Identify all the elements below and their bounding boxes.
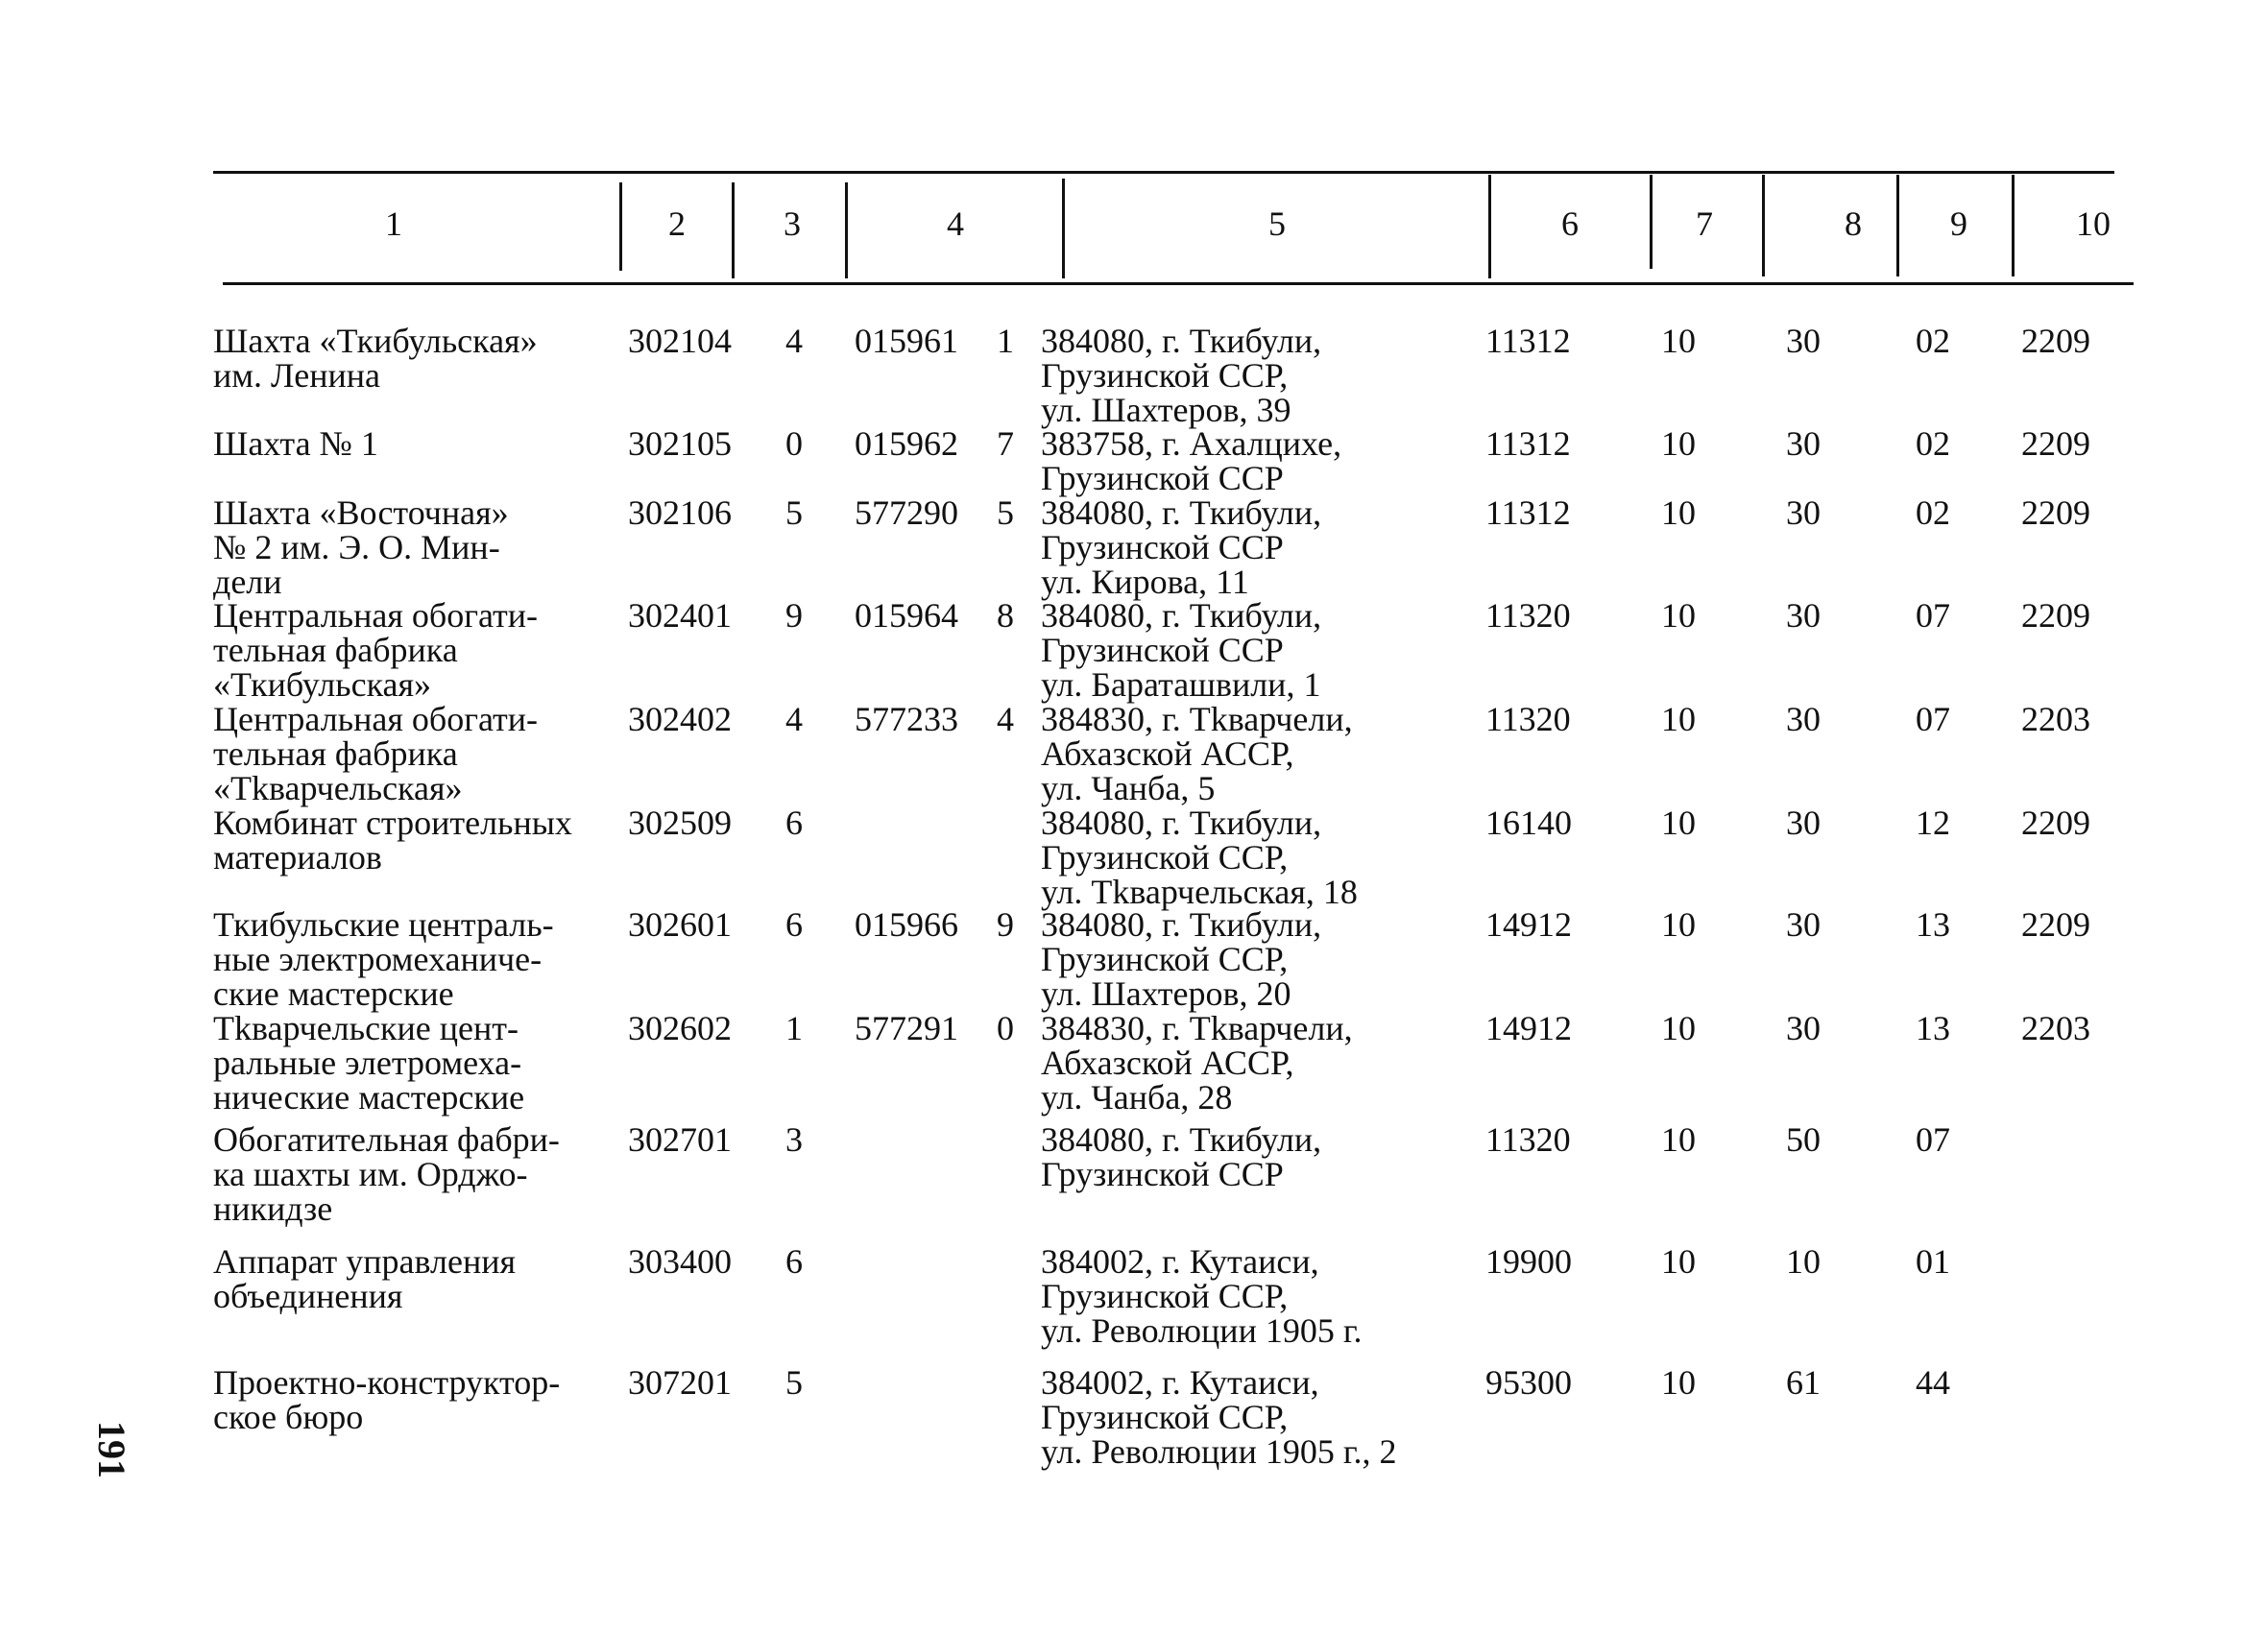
table-row — [0, 424, 2268, 497]
org-name: Шахта «Ткибульская» им. Ленина — [213, 322, 538, 395]
value-col7: 10 — [1661, 493, 1696, 532]
value-col9: 07 — [1916, 596, 1950, 635]
okpo-code: 577291 — [855, 1009, 958, 1047]
table-row — [0, 493, 2268, 601]
value-col6: 11312 — [1485, 493, 1571, 532]
org-name: Обогатительная фабри- ка шахты им. Орджо- никидзе — [213, 1120, 560, 1228]
org-code: 302105 — [628, 424, 732, 463]
value-col6: 11320 — [1485, 1120, 1571, 1159]
okpo-check: 7 — [997, 424, 1014, 463]
okpo-check: 9 — [997, 905, 1014, 944]
org-code: 302104 — [628, 322, 732, 360]
check-digit: 5 — [785, 493, 803, 532]
column-header-4: 4 — [947, 204, 964, 243]
value-col10: 2209 — [2021, 905, 2090, 944]
check-digit: 6 — [785, 804, 803, 842]
org-name: Ткибульские централь- ные электромеханиче- ские мастерские — [213, 905, 554, 1013]
value-col9: 01 — [1916, 1242, 1950, 1281]
address: 384080, г. Ткибули, Грузинской ССР ул. Бараташвили, 1 — [1041, 596, 1322, 704]
value-col8: 50 — [1786, 1120, 1821, 1159]
table-row — [0, 1009, 2268, 1117]
header-separator — [845, 182, 848, 278]
value-col8: 30 — [1786, 322, 1821, 360]
okpo-check: 8 — [997, 596, 1014, 635]
check-digit: 0 — [785, 424, 803, 463]
header-separator — [619, 182, 622, 271]
value-col10: 2209 — [2021, 322, 2090, 360]
okpo-code: 015961 — [855, 322, 958, 360]
value-col8: 30 — [1786, 493, 1821, 532]
org-code: 302701 — [628, 1120, 732, 1159]
value-col8: 30 — [1786, 905, 1821, 944]
check-digit: 4 — [785, 322, 803, 360]
header-separator — [1896, 175, 1899, 276]
column-header-8: 8 — [1845, 204, 1862, 243]
column-header-7: 7 — [1696, 204, 1713, 243]
check-digit: 6 — [785, 905, 803, 944]
value-col7: 10 — [1661, 596, 1696, 635]
value-col9: 07 — [1916, 700, 1950, 738]
header-separator — [1488, 175, 1491, 278]
check-digit: 6 — [785, 1242, 803, 1281]
table-row — [0, 596, 2268, 704]
value-col6: 11312 — [1485, 424, 1571, 463]
address: 384080, г. Ткибули, Грузинской ССР, ул. Тkварчельская, 18 — [1041, 804, 1358, 911]
org-code: 302601 — [628, 905, 732, 944]
value-col8: 30 — [1786, 1009, 1821, 1047]
address: 384002, г. Кутаиси, Грузинской ССР, ул. Революции 1905 г., 2 — [1041, 1363, 1397, 1471]
check-digit: 4 — [785, 700, 803, 738]
value-col9: 07 — [1916, 1120, 1950, 1159]
value-col9: 12 — [1916, 804, 1950, 842]
value-col7: 10 — [1661, 1009, 1696, 1047]
value-col6: 11312 — [1485, 322, 1571, 360]
org-code: 302602 — [628, 1009, 732, 1047]
okpo-check: 4 — [997, 700, 1014, 738]
address: 384080, г. Ткибули, Грузинской ССР ул. Кирова, 11 — [1041, 493, 1322, 601]
value-col7: 10 — [1661, 905, 1696, 944]
value-col6: 14912 — [1485, 1009, 1572, 1047]
value-col6: 19900 — [1485, 1242, 1572, 1281]
okpo-check: 0 — [997, 1009, 1014, 1047]
okpo-code: 015966 — [855, 905, 958, 944]
value-col8: 61 — [1786, 1363, 1821, 1402]
okpo-code: 577233 — [855, 700, 958, 738]
org-code: 302106 — [628, 493, 732, 532]
table-row — [0, 905, 2268, 1013]
org-name: Комбинат строительных материалов — [213, 804, 572, 877]
value-col9: 02 — [1916, 424, 1950, 463]
org-name: Центральная обогати- тельная фабрика «Ткибульская» — [213, 596, 539, 704]
value-col8: 10 — [1786, 1242, 1821, 1281]
value-col10: 2203 — [2021, 1009, 2090, 1047]
table-top-rule — [213, 171, 2114, 174]
org-code: 303400 — [628, 1242, 732, 1281]
address: 384080, г. Ткибули, Грузинской ССР — [1041, 1120, 1322, 1193]
org-name: Центральная обогати- тельная фабрика «Тkварчельская» — [213, 700, 539, 807]
table-row — [0, 1120, 2268, 1228]
check-digit: 1 — [785, 1009, 803, 1047]
value-col6: 95300 — [1485, 1363, 1572, 1402]
table-row — [0, 1242, 2268, 1350]
address: 384002, г. Кутаиси, Грузинской ССР, ул. Революции 1905 г. — [1041, 1242, 1363, 1350]
org-code: 302509 — [628, 804, 732, 842]
address: 384080, г. Ткибули, Грузинской ССР, ул. Шахтеров, 39 — [1041, 322, 1322, 429]
okpo-code: 577290 — [855, 493, 958, 532]
org-name: Тkварчельские цент- ральные элетромеха- нические мастерские — [213, 1009, 525, 1117]
address: 383758, г. Ахалцихе, Грузинской ССР — [1041, 424, 1342, 497]
okpo-check: 5 — [997, 493, 1014, 532]
value-col7: 10 — [1661, 1242, 1696, 1281]
value-col10: 2203 — [2021, 700, 2090, 738]
value-col8: 30 — [1786, 424, 1821, 463]
header-separator — [2012, 175, 2015, 276]
org-name: Шахта № 1 — [213, 424, 378, 463]
org-code: 302401 — [628, 596, 732, 635]
check-digit: 5 — [785, 1363, 803, 1402]
value-col9: 02 — [1916, 493, 1950, 532]
table-row — [0, 322, 2268, 429]
org-name: Аппарат управления объединения — [213, 1242, 517, 1315]
value-col10: 2209 — [2021, 596, 2090, 635]
value-col8: 30 — [1786, 596, 1821, 635]
page-number: 191 — [90, 1421, 133, 1478]
value-col6: 16140 — [1485, 804, 1572, 842]
value-col10: 2209 — [2021, 424, 2090, 463]
column-header-5: 5 — [1268, 204, 1286, 243]
value-col7: 10 — [1661, 1120, 1696, 1159]
table-row — [0, 804, 2268, 911]
value-col7: 10 — [1661, 1363, 1696, 1402]
value-col8: 30 — [1786, 804, 1821, 842]
value-col9: 44 — [1916, 1363, 1950, 1402]
value-col7: 10 — [1661, 322, 1696, 360]
value-col9: 02 — [1916, 322, 1950, 360]
value-col7: 10 — [1661, 804, 1696, 842]
header-separator — [1650, 175, 1653, 269]
column-header-1: 1 — [385, 204, 402, 243]
header-bottom-rule — [223, 282, 2134, 285]
header-separator — [1762, 175, 1765, 276]
column-header-10: 10 — [2076, 204, 2111, 243]
value-col6: 14912 — [1485, 905, 1572, 944]
value-col8: 30 — [1786, 700, 1821, 738]
column-header-9: 9 — [1950, 204, 1967, 243]
column-header-6: 6 — [1561, 204, 1579, 243]
value-col9: 13 — [1916, 905, 1950, 944]
address: 384080, г. Ткибули, Грузинской ССР, ул. Шахтеров, 20 — [1041, 905, 1322, 1013]
header-separator — [1062, 179, 1065, 278]
value-col10: 2209 — [2021, 804, 2090, 842]
header-separator — [732, 182, 735, 278]
value-col10: 2209 — [2021, 493, 2090, 532]
address: 384830, г. Тkварчели, Абхазской АССР, ул. Чанба, 28 — [1041, 1009, 1353, 1117]
check-digit: 3 — [785, 1120, 803, 1159]
value-col7: 10 — [1661, 424, 1696, 463]
table-row — [0, 700, 2268, 807]
address: 384830, г. Тkварчели, Абхазской АССР, ул. Чанба, 5 — [1041, 700, 1353, 807]
check-digit: 9 — [785, 596, 803, 635]
okpo-code: 015962 — [855, 424, 958, 463]
value-col6: 11320 — [1485, 700, 1571, 738]
okpo-check: 1 — [997, 322, 1014, 360]
value-col9: 13 — [1916, 1009, 1950, 1047]
value-col6: 11320 — [1485, 596, 1571, 635]
okpo-code: 015964 — [855, 596, 958, 635]
org-code: 302402 — [628, 700, 732, 738]
column-header-3: 3 — [784, 204, 801, 243]
org-name: Шахта «Восточная» № 2 им. Э. О. Мин- дели — [213, 493, 509, 601]
org-code: 307201 — [628, 1363, 732, 1402]
column-header-2: 2 — [668, 204, 686, 243]
value-col7: 10 — [1661, 700, 1696, 738]
org-name: Проектно-конструктор- ское бюро — [213, 1363, 561, 1436]
